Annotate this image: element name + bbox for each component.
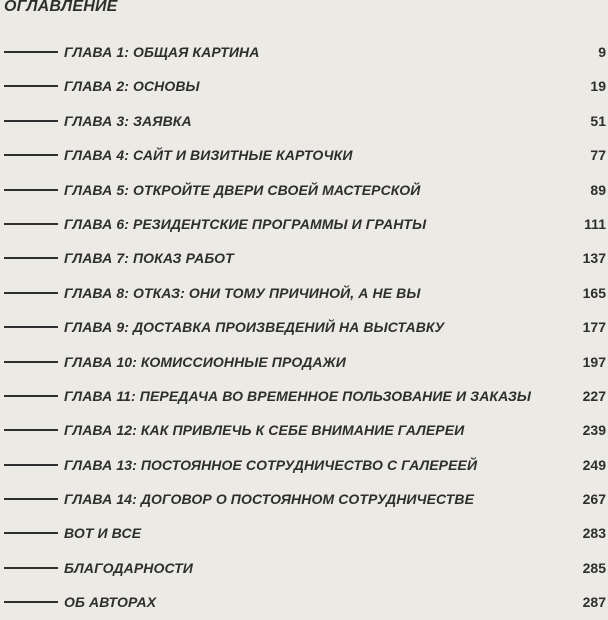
toc-entry-title: ОБ АВТОРАХ: [64, 594, 157, 611]
toc-entry-title: ГЛАВА 1: ОБЩАЯ КАРТИНА: [64, 44, 260, 60]
toc-entry: [0, 413, 608, 447]
toc-leader-dash: [4, 120, 58, 122]
toc-leader-dash: [4, 464, 58, 466]
toc-leader-dash: [4, 51, 58, 53]
toc-entry: [0, 173, 608, 207]
toc-entry-page: 249: [582, 456, 606, 473]
toc-leader-dash: [4, 326, 58, 328]
toc-entry-title: ГЛАВА 14: ДОГОВОР О ПОСТОЯННОМ СОТРУДНИЧЕСТВЕ: [64, 491, 475, 508]
toc-entry: [0, 138, 608, 172]
toc-entry: [0, 345, 608, 379]
toc-entry-title: ГЛАВА 7: ПОКАЗ РАБОТ: [64, 250, 234, 267]
toc-leader-dash: [4, 498, 58, 500]
toc-entry-title: БЛАГОДАРНОСТИ: [64, 559, 193, 576]
toc-entry: [0, 482, 608, 516]
toc-entry-title: ГЛАВА 5: ОТКРОЙТЕ ДВЕРИ СВОЕЙ МАСТЕРСКОЙ: [64, 181, 421, 198]
toc-entry: [0, 241, 608, 275]
toc-heading: ОГЛАВЛЕНИЕ: [4, 0, 118, 15]
toc-entry-page: 177: [582, 319, 606, 336]
toc-entry-title: ГЛАВА 13: ПОСТОЯННОЕ СОТРУДНИЧЕСТВО С ГАЛЕРЕЕЙ: [64, 456, 478, 473]
toc-entry: [0, 585, 608, 619]
toc-entry-title: ГЛАВА 10: КОМИССИОННЫЕ ПРОДАЖИ: [64, 353, 346, 370]
toc-entry: [0, 448, 608, 482]
toc-leader-dash: [4, 601, 58, 603]
toc-entry: [0, 551, 608, 585]
toc-entry-title: ГЛАВА 4: САЙТ И ВИЗИТНЫЕ КАРТОЧКИ: [64, 147, 353, 164]
toc-leader-dash: [4, 567, 58, 569]
toc-entry-page: 267: [582, 491, 606, 508]
toc-leader-dash: [4, 361, 58, 363]
toc-entry-page: 197: [582, 353, 606, 370]
toc-entry-page: 19: [590, 78, 606, 95]
toc-entry: [0, 379, 608, 413]
toc-entry: [0, 69, 608, 103]
toc-entry-page: 77: [590, 147, 606, 164]
toc-entry-title: ГЛАВА 11: ПЕРЕДАЧА ВО ВРЕМЕННОЕ ПОЛЬЗОВАНИЕ И ЗАКАЗЫ: [64, 387, 532, 404]
toc-entry: [0, 104, 608, 138]
toc-entry-page: 239: [582, 422, 606, 439]
toc-entry-title: ГЛАВА 9: ДОСТАВКА ПРОИЗВЕДЕНИЙ НА ВЫСТАВКУ: [64, 319, 445, 336]
toc-entry-title: ГЛАВА 12: КАК ПРИВЛЕЧЬ К СЕБЕ ВНИМАНИЕ ГАЛЕРЕИ: [64, 422, 465, 439]
toc-entry: [0, 516, 608, 550]
toc-entry-title: ГЛАВА 6: РЕЗИДЕНТСКИЕ ПРОГРАММЫ И ГРАНТЫ: [64, 215, 427, 232]
toc-leader-dash: [4, 223, 58, 225]
toc-entry: [0, 35, 608, 69]
toc-leader-dash: [4, 189, 58, 191]
toc-entry: [0, 276, 608, 310]
toc-leader-dash: [4, 532, 58, 534]
toc-entry-page: 51: [590, 112, 606, 129]
toc-entry: [0, 207, 608, 241]
toc-entry-title: ГЛАВА 3: ЗАЯВКА: [64, 112, 192, 129]
toc-entry-page: 285: [582, 559, 606, 576]
toc-entry-page: 227: [582, 387, 606, 404]
toc-entry-title: ГЛАВА 8: ОТКАЗ: ОНИ ТОМУ ПРИЧИНОЙ, А НЕ ВЫ: [64, 284, 421, 301]
toc-entry-page: 165: [582, 284, 606, 301]
toc-leader-dash: [4, 85, 58, 87]
toc-list: [0, 35, 608, 620]
toc-entry-page: 89: [590, 181, 606, 198]
toc-leader-dash: [4, 292, 58, 294]
toc-entry-page: 111: [584, 215, 606, 232]
toc-entry-page: 287: [582, 594, 606, 611]
toc-entry-page: 9: [598, 44, 606, 60]
toc-entry-page: 137: [582, 250, 606, 267]
toc-entry-title: ВОТ И ВСЕ: [64, 525, 142, 542]
toc-leader-dash: [4, 257, 58, 259]
toc-leader-dash: [4, 395, 58, 397]
toc-leader-dash: [4, 429, 58, 431]
toc-entry-title: ГЛАВА 2: ОСНОВЫ: [64, 78, 200, 95]
toc-entry: [0, 310, 608, 344]
toc-leader-dash: [4, 154, 58, 156]
toc-entry-page: 283: [582, 525, 606, 542]
